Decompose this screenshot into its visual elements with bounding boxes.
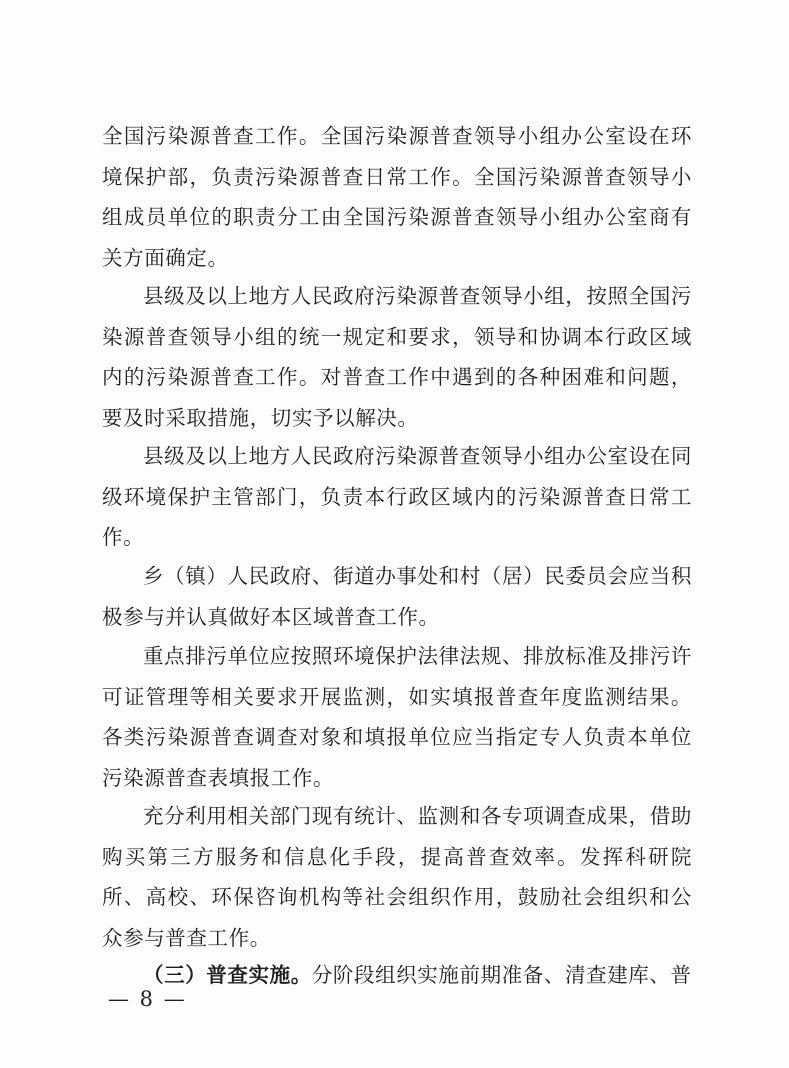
page-number: — 8 —: [108, 987, 187, 1011]
paragraph-2: 县级及以上地方人民政府污染源普查领导小组，按照全国污染源普查领导小组的统一规定和要求，领导和协调本行政区域内的污染源普查工作。对普查工作中遇到的各种困难和问题，要及时采取措施，切实予以解决。: [102, 284, 692, 430]
paragraph-3: 县级及以上地方人民政府污染源普查领导小组办公室设在同级环境保护主管部门，负责本行政区域内的污染源普查日常工作。: [102, 444, 692, 550]
paragraph-1: 全国污染源普查工作。全国污染源普查领导小组办公室设在环境保护部，负责污染源普查日常工作。全国污染源普查领导小组成员单位的职责分工由全国污染源普查领导小组办公室商有关方面确定。: [102, 124, 692, 270]
paragraph-4: 乡（镇）人民政府、街道办事处和村（居）民委员会应当积极参与并认真做好本区域普查工作。: [102, 564, 692, 629]
section-heading: （三）普查实施。: [143, 963, 312, 987]
paragraph-5: 重点排污单位应按照环境保护法律法规、排放标准及排污许可证管理等相关要求开展监测，如实填报普查年度监测结果。各类污染源普查调查对象和填报单位应当指定专人负责本单位污染源普查表填报工作。: [102, 644, 692, 790]
paragraph-7: [102, 955, 692, 996]
paragraph-6: 充分利用相关部门现有统计、监测和各专项调查成果，借助购买第三方服务和信息化手段，提高普查效率。发挥科研院所、高校、环保咨询机构等社会组织作用，鼓励社会组织和公众参与普查工作。: [102, 804, 692, 950]
section-text: 分阶段组织实施前期准备、清查建库、普: [311, 963, 692, 987]
